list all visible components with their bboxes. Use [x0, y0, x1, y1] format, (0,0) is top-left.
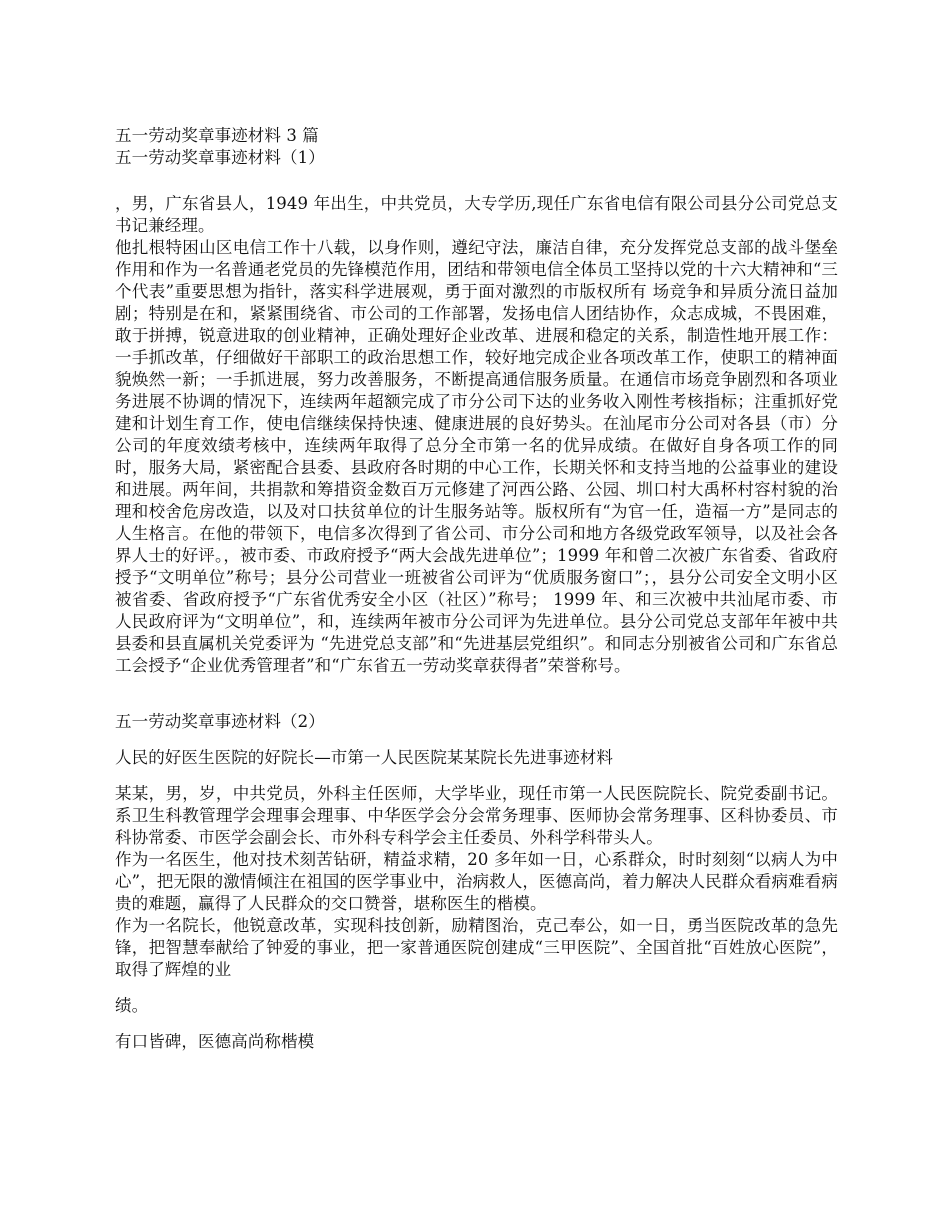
- spacer: [115, 733, 838, 747]
- section-2-closing-heading: 有口皆碑，医德高尚称楷模: [115, 1032, 315, 1051]
- spacer: [115, 1017, 838, 1031]
- section-2-paragraph-3: 作为一名院长，他锐意改革，实现科技创新，励精图治，克己奉公，如一日，勇当医院改革的急先锋，把智慧奉献给了钟爱的事业，把一家普通医院创建成“三甲医院”、全国首批“百姓放心医院”，取得了辉煌的业: [115, 916, 838, 979]
- section-2-paragraph-2: 作为一名医生，他对技术刻苦钻研，精益求精，20 多年如一日，心系群众，时时刻刻“以病人为中心”，把无限的激情倾注在祖国的医学事业中，治病救人，医德高尚，着力解决人民群众看病难看病贵的难题，赢得了人民群众的交口赞誉，堪称医生的楷模。: [115, 850, 838, 913]
- section-1-heading: 五一劳动奖章事迹材料（1）: [115, 148, 325, 167]
- spacer: [115, 981, 838, 995]
- section-2-paragraph-1: 某某，男，岁，中共党员，外科主任医师，大学毕业，现任市第一人民医院院长、院党委副书记。系卫生科教管理学会理事会理事、中华医学会分会常务理事、医师协会常务理事、区科协委员、市科协常委、市医学会副会长、市外科专科学会主任委员、外科学科带头人。: [115, 784, 838, 847]
- section-1-paragraph-2: 他扎根特困山区电信工作十八载，以身作则，遵纪守法，廉洁自律，充分发挥党总支部的战斗堡垒作用和作为一名普通老党员的先锋模范作用，团结和带领电信全体员工坚持以党的十六大精神和“三个代表”重要思想为指针，落实科学进展观，勇于面对激烈的市版权所有 场竞争和异质分流日益加剧；特别是在和，紧紧围绕省、市公司的工作部署，发扬电信人团结协作，众志成城，不畏困难，敢于拼搏，锐意进取的创业精神，正确处理好企业改革、进展和稳定的关系，制造性地开展工作：一手抓改革，仔细做好干部职工的政治思想工作，较好地完成企业各项改革工作，使职工的精神面貌焕然一新；一手抓进展，努力改善服务，不断提高通信服务质量。在通信市场竞争剧烈和各项业务进展不协调的情况下，连续两年超额完成了市分公司下达的业务收入刚性考核指标；注重抓好党建和计划生育工作，使电信继续保持快速、健康进展的良好势头。在汕尾市分公司对各县（市）分公司的年度效绩考核中，连续两年取得了总分全市第一名的优异成绩。在做好自身各项工作的同时，服务大局，紧密配合县委、县政府各时期的中心工作，长期关怀和支持当地的公益事业的建设和进展。两年间，共捐款和筹措资金数百万元修建了河西公路、公园、圳口村大禹杯村容村貌的治理和校舍危房改造，以及对口扶贫单位的计生服务站等。版权所有“为官一任，造福一方”是同志的人生格言。在他的带领下，电信多次得到了省公司、市分公司和地方各级党政军领导，以及社会各界人士的好评。，被市委、市政府授予“两大会战先进单位”；1999 年和曾二次被广东省委、省政府授予“文明单位”称号；县分公司营业一班被省公司评为“优质服务窗口”；，县分公司安全文明小区被省委、省政府授予“广东省优秀安全小区（社区）”称号； 1999 年、和三次被中共汕尾市委、市人民政府评为“文明单位”，和，连续两年被市分公司评为先进单位。县分公司党总支部年年被中共县委和县直属机关党委评为 “先进党总支部”和“先进基层党组织”。和同志分别被省公司和广东省总工会授予“企业优秀管理者”和“广东省五一劳动奖章获得者”荣誉称号。: [115, 238, 838, 675]
- section-1-paragraph-1: ，男，广东省县人，1949 年出生，中共党员，大专学历,现任广东省电信有限公司县分公司党总支书记兼经理。: [115, 194, 838, 235]
- spacer: [115, 769, 838, 783]
- spacer: [115, 181, 838, 193]
- document-title: 五一劳动奖章事迹材料 3 篇: [115, 126, 319, 145]
- section-2-heading: 五一劳动奖章事迹材料（2）: [115, 712, 325, 731]
- section-2-continuation: 绩。: [115, 996, 149, 1015]
- section-2-subheading: 人民的好医生医院的好院长—市第一人民医院某某院长先进事迹材料: [115, 748, 613, 767]
- spacer: [115, 677, 838, 711]
